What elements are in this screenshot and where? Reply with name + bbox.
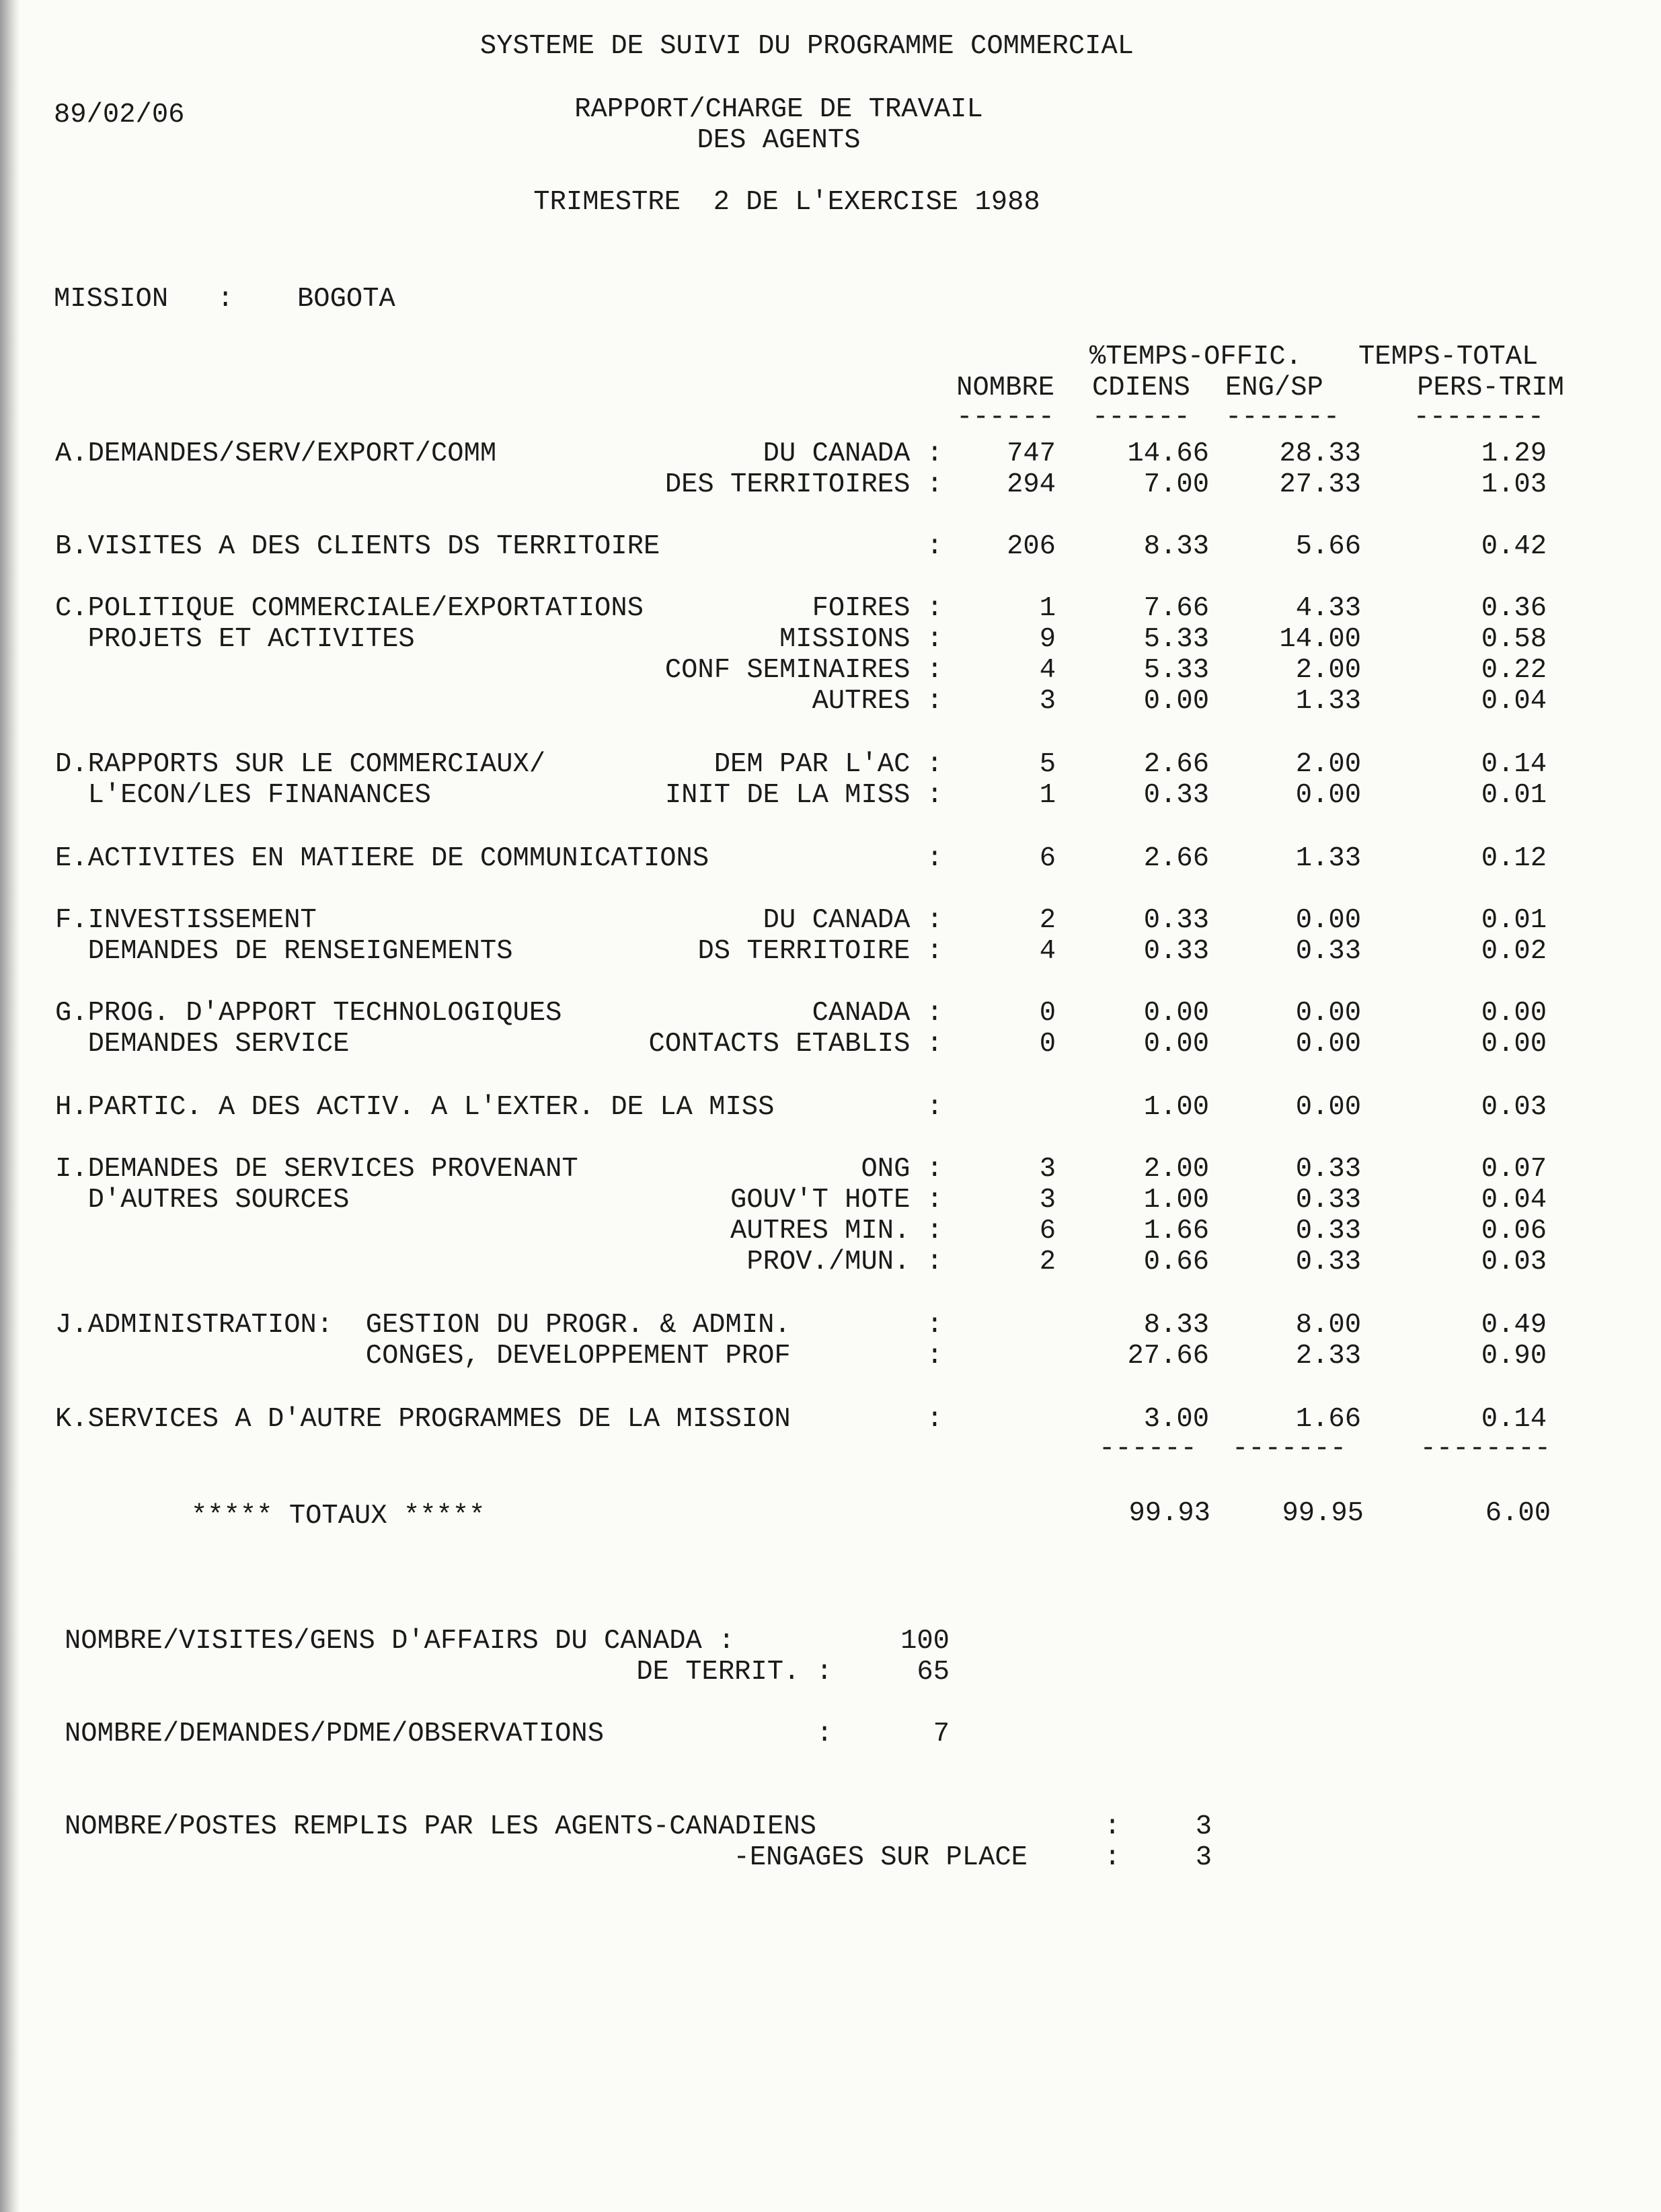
- row-eng-sp: 0.00: [1295, 1029, 1361, 1060]
- row-sublabel: CONF SEMINAIRES :: [664, 655, 943, 686]
- row-sublabel: AUTRES :: [812, 686, 943, 717]
- row-eng-sp: 0.00: [1295, 998, 1361, 1029]
- row-pers-trim: 0.03: [1481, 1092, 1547, 1123]
- totals-dash-pers-trim: --------: [1420, 1433, 1551, 1464]
- row-label: D.RAPPORTS SUR LE COMMERCIAUX/: [55, 749, 546, 780]
- row-pers-trim: 0.49: [1481, 1310, 1547, 1341]
- row-label: E.ACTIVITES EN MATIERE DE COMMUNICATIONS: [55, 843, 709, 874]
- row-eng-sp: 0.33: [1295, 1247, 1361, 1277]
- footer-territ-value: 65: [917, 1657, 950, 1688]
- row-label: K.SERVICES A D'AUTRE PROGRAMMES DE LA MISSION: [55, 1404, 791, 1435]
- row-eng-sp: 0.00: [1295, 905, 1361, 936]
- row-sublabel: CONTACTS ETABLIS :: [648, 1029, 943, 1060]
- totals-eng-sp: 99.95: [1282, 1498, 1364, 1529]
- row-cdiens: 2.66: [1143, 749, 1209, 780]
- row-cdiens: 7.00: [1143, 469, 1209, 500]
- col-header-temps-total: TEMPS-TOTAL: [1358, 342, 1539, 372]
- row-label: H.PARTIC. A DES ACTIV. A L'EXTER. DE LA MISS: [55, 1092, 775, 1123]
- row-label: F.INVESTISSEMENT: [55, 905, 317, 936]
- row-cdiens: 5.33: [1143, 655, 1209, 686]
- row-sublabel: :: [926, 843, 943, 874]
- col-header-pers-trim: PERS-TRIM: [1417, 372, 1564, 403]
- row-cdiens: 27.66: [1127, 1341, 1209, 1372]
- footer-pdme-colon: :: [816, 1719, 833, 1749]
- row-sublabel: DES TERRITOIRES :: [664, 469, 943, 500]
- totals-label: ***** TOTAUX *****: [191, 1501, 486, 1532]
- footer-postes-colon: :: [1104, 1811, 1121, 1842]
- row-pers-trim: 0.14: [1481, 749, 1547, 780]
- row-eng-sp: 1.33: [1295, 843, 1361, 874]
- row-cdiens: 1.00: [1143, 1185, 1209, 1216]
- row-pers-trim: 0.01: [1481, 905, 1547, 936]
- row-label: C.POLITIQUE COMMERCIALE/EXPORTATIONS: [55, 593, 644, 624]
- row-sublabel: MISSIONS :: [779, 624, 943, 655]
- row-sublabel: DS TERRITOIRE :: [697, 936, 943, 967]
- row-cdiens: 5.33: [1143, 624, 1209, 655]
- footer-engages-label: -ENGAGES SUR PLACE: [733, 1842, 1028, 1873]
- row-cdiens: 1.00: [1143, 1092, 1209, 1123]
- row-nombre: 747: [1007, 438, 1056, 469]
- row-nombre: 5: [1039, 749, 1056, 780]
- row-label: D'AUTRES SOURCES: [55, 1185, 350, 1216]
- col-dash-eng-sp: -------: [1225, 402, 1340, 433]
- system-title: SYSTEME DE SUIVI DU PROGRAMME COMMERCIAL: [479, 31, 1134, 62]
- row-sublabel: ONG :: [861, 1154, 943, 1185]
- row-pers-trim: 0.00: [1481, 998, 1547, 1029]
- row-cdiens: 2.00: [1143, 1154, 1209, 1185]
- row-pers-trim: 0.07: [1481, 1154, 1547, 1185]
- report-date: 89/02/06: [54, 100, 185, 130]
- row-pers-trim: 0.36: [1481, 593, 1547, 624]
- row-pers-trim: 0.90: [1481, 1341, 1547, 1372]
- row-pers-trim: 1.03: [1481, 469, 1547, 500]
- row-nombre: 1: [1039, 780, 1056, 811]
- row-pers-trim: 0.42: [1481, 531, 1547, 562]
- row-cdiens: 3.00: [1143, 1404, 1209, 1435]
- row-cdiens: 0.33: [1143, 780, 1209, 811]
- footer-pdme-label: NOMBRE/DEMANDES/PDME/OBSERVATIONS: [65, 1719, 605, 1749]
- row-sublabel: INIT DE LA MISS :: [664, 780, 943, 811]
- totals-cdiens: 99.93: [1128, 1498, 1210, 1529]
- row-sublabel: :: [926, 531, 943, 562]
- row-eng-sp: 2.00: [1295, 655, 1361, 686]
- row-pers-trim: 0.04: [1481, 686, 1547, 717]
- row-pers-trim: 0.06: [1481, 1216, 1547, 1247]
- row-label: A.DEMANDES/SERV/EXPORT/COMM: [55, 438, 497, 469]
- row-cdiens: 0.00: [1143, 1029, 1209, 1060]
- footer-engages-colon: :: [1104, 1842, 1121, 1873]
- mission-value: BOGOTA: [297, 284, 395, 315]
- row-eng-sp: 0.33: [1295, 936, 1361, 967]
- row-label: PROJETS ET ACTIVITES: [55, 624, 415, 655]
- row-eng-sp: 4.33: [1295, 593, 1361, 624]
- col-dash-pers-trim: --------: [1413, 402, 1544, 433]
- row-eng-sp: 0.33: [1295, 1185, 1361, 1216]
- row-cdiens: 0.33: [1143, 905, 1209, 936]
- row-eng-sp: 1.33: [1295, 686, 1361, 717]
- row-label: G.PROG. D'APPORT TECHNOLOGIQUES: [55, 998, 562, 1029]
- row-eng-sp: 0.00: [1295, 1092, 1361, 1123]
- row-nombre: 0: [1039, 998, 1056, 1029]
- totals-pers-trim: 6.00: [1485, 1498, 1551, 1529]
- row-pers-trim: 0.00: [1481, 1029, 1547, 1060]
- row-cdiens: 2.66: [1143, 843, 1209, 874]
- row-cdiens: 8.33: [1143, 1310, 1209, 1341]
- row-eng-sp: 2.33: [1295, 1341, 1361, 1372]
- row-eng-sp: 0.00: [1295, 780, 1361, 811]
- row-sublabel: AUTRES MIN. :: [730, 1216, 943, 1247]
- row-label: CONGES, DEVELOPPEMENT PROF: [55, 1341, 791, 1372]
- row-eng-sp: 8.00: [1295, 1310, 1361, 1341]
- row-sublabel: :: [926, 1310, 943, 1341]
- row-sublabel: PROV./MUN. :: [746, 1247, 943, 1277]
- row-nombre: 4: [1039, 936, 1056, 967]
- row-pers-trim: 0.58: [1481, 624, 1547, 655]
- row-cdiens: 0.00: [1143, 686, 1209, 717]
- row-sublabel: DU CANADA :: [763, 905, 943, 936]
- row-pers-trim: 0.03: [1481, 1247, 1547, 1277]
- col-header-cdiens: CDIENS: [1092, 372, 1190, 403]
- row-eng-sp: 1.66: [1295, 1404, 1361, 1435]
- col-dash-nombre: ------: [956, 402, 1054, 433]
- row-nombre: 294: [1007, 469, 1056, 500]
- footer-postes-label: NOMBRE/POSTES REMPLIS PAR LES AGENTS-CANADIENS: [65, 1811, 816, 1842]
- row-label: DEMANDES SERVICE: [55, 1029, 350, 1060]
- row-eng-sp: 28.33: [1279, 438, 1361, 469]
- footer-engages-value: 3: [1195, 1842, 1212, 1873]
- row-nombre: 1: [1039, 593, 1056, 624]
- row-pers-trim: 0.12: [1481, 843, 1547, 874]
- row-sublabel: :: [926, 1341, 943, 1372]
- row-label: J.ADMINISTRATION: GESTION DU PROGR. & ADMIN.: [55, 1310, 791, 1341]
- row-pers-trim: 0.01: [1481, 780, 1547, 811]
- row-nombre: 6: [1039, 843, 1056, 874]
- row-sublabel: DEM PAR L'AC :: [713, 749, 943, 780]
- footer-territ-label: DE TERRIT. :: [636, 1657, 833, 1688]
- row-eng-sp: 27.33: [1279, 469, 1361, 500]
- row-cdiens: 1.66: [1143, 1216, 1209, 1247]
- row-nombre: 6: [1039, 1216, 1056, 1247]
- footer-pdme-value: 7: [933, 1719, 950, 1749]
- row-nombre: 3: [1039, 1185, 1056, 1216]
- row-nombre: 0: [1039, 1029, 1056, 1060]
- row-sublabel: GOUV'T HOTE :: [730, 1185, 943, 1216]
- row-cdiens: 0.66: [1143, 1247, 1209, 1277]
- report-period: TRIMESTRE 2 DE L'EXERCISE 1988: [533, 187, 1040, 218]
- row-eng-sp: 14.00: [1279, 624, 1361, 655]
- row-sublabel: DU CANADA :: [763, 438, 943, 469]
- row-pers-trim: 0.02: [1481, 936, 1547, 967]
- row-pers-trim: 1.29: [1481, 438, 1547, 469]
- report-title-line1: RAPPORT/CHARGE DE TRAVAIL: [574, 94, 983, 125]
- col-header-pct-temps-offic: %TEMPS-OFFIC.: [1089, 342, 1302, 372]
- row-cdiens: 14.66: [1127, 438, 1209, 469]
- row-label: L'ECON/LES FINANANCES: [55, 780, 431, 811]
- totals-dash-eng-sp: -------: [1232, 1433, 1347, 1464]
- mission-label: MISSION :: [54, 284, 234, 315]
- row-label: DEMANDES DE RENSEIGNEMENTS: [55, 936, 513, 967]
- row-nombre: 206: [1007, 531, 1056, 562]
- row-sublabel: :: [926, 1092, 943, 1123]
- row-label: B.VISITES A DES CLIENTS DS TERRITOIRE: [55, 531, 660, 562]
- col-header-eng-sp: ENG/SP: [1225, 372, 1323, 403]
- row-nombre: 4: [1039, 655, 1056, 686]
- row-sublabel: :: [926, 1404, 943, 1435]
- row-label: I.DEMANDES DE SERVICES PROVENANT: [55, 1154, 578, 1185]
- col-dash-cdiens: ------: [1092, 402, 1190, 433]
- row-cdiens: 0.33: [1143, 936, 1209, 967]
- row-nombre: 3: [1039, 1154, 1056, 1185]
- row-cdiens: 8.33: [1143, 531, 1209, 562]
- footer-visites-value: 100: [900, 1626, 950, 1657]
- row-cdiens: 0.00: [1143, 998, 1209, 1029]
- footer-visites-label: NOMBRE/VISITES/GENS D'AFFAIRS DU CANADA :: [65, 1626, 735, 1657]
- row-pers-trim: 0.22: [1481, 655, 1547, 686]
- row-eng-sp: 0.33: [1295, 1154, 1361, 1185]
- report-title-line2: DES AGENTS: [697, 125, 861, 156]
- row-sublabel: CANADA :: [812, 998, 943, 1029]
- row-nombre: 2: [1039, 905, 1056, 936]
- row-nombre: 3: [1039, 686, 1056, 717]
- row-nombre: 2: [1039, 1247, 1056, 1277]
- row-pers-trim: 0.04: [1481, 1185, 1547, 1216]
- row-nombre: 9: [1039, 624, 1056, 655]
- row-eng-sp: 2.00: [1295, 749, 1361, 780]
- footer-postes-value: 3: [1195, 1811, 1212, 1842]
- row-cdiens: 7.66: [1143, 593, 1209, 624]
- row-sublabel: FOIRES :: [812, 593, 943, 624]
- row-pers-trim: 0.14: [1481, 1404, 1547, 1435]
- totals-dash-cdiens: ------: [1099, 1433, 1197, 1464]
- row-eng-sp: 0.33: [1295, 1216, 1361, 1247]
- col-header-nombre: NOMBRE: [956, 372, 1054, 403]
- row-eng-sp: 5.66: [1295, 531, 1361, 562]
